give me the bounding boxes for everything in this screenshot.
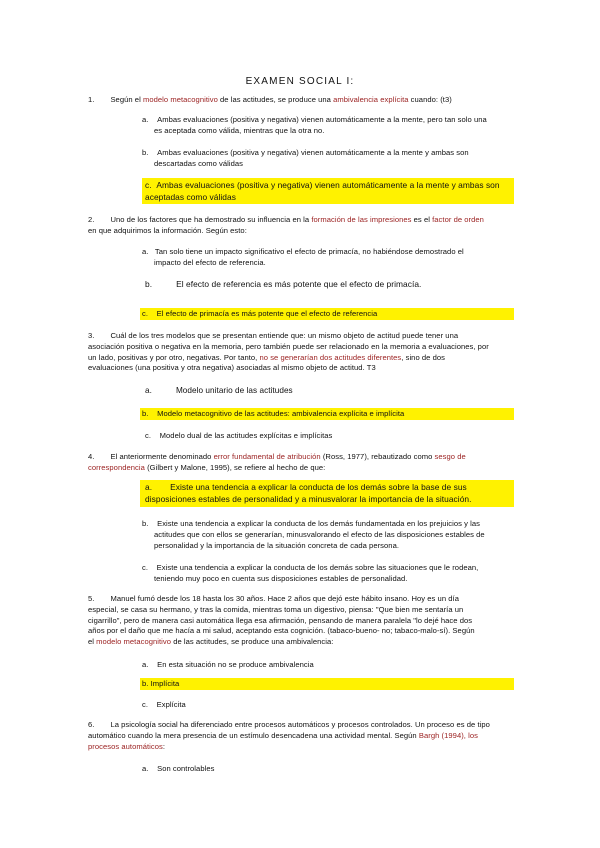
option-text: Ambas evaluaciones (positiva y negativa) vienen automáticamente a la mente, pero tan solo una: [157, 115, 487, 124]
question-text: evaluaciones (una positiva y otra negativa) asociadas al mismo objeto de actitud. T3: [88, 363, 376, 373]
question-text: en que adquirimos la información. Según esto:: [88, 225, 247, 235]
question-1: [88, 95, 452, 106]
q3-option-b-correct[interactable]: [142, 409, 404, 420]
option-text: Modelo metacognitivo de las actitudes: ambivalencia explícita e implícita: [157, 409, 405, 418]
option-label: a.: [145, 386, 152, 395]
option-text: Modelo unitario de las actitudes: [175, 386, 293, 395]
question-6: [88, 720, 490, 752]
question-text: años por el daño que me hacía a mi salud, aceptando esta cognición. (tabaco-bueno- no; tabaco-malo-sí). Según: [88, 626, 475, 636]
question-text: especial, se casa su hermano, y tras la comida, mientras toma un digestivo, piensa: "Que bien me sentaría un: [88, 604, 464, 614]
option-text: En esta situación no se produce ambivalencia: [157, 660, 314, 669]
question-text: (Ross, 1977), rebautizado como: [320, 452, 435, 461]
option-text: Existe una tendencia a explicar la conducta de los demás fundamentada en los prejuicios y las: [157, 519, 481, 528]
question-text: La psicología social ha diferenciado entre procesos automáticos y procesos controlados. Un proceso es de tipo: [110, 720, 490, 729]
question-number: 1.: [88, 95, 95, 104]
option-label: b.: [145, 279, 153, 289]
option-text: actitudes que con ellos se generarían, minusvalorando el efecto de las disposiciones estables de: [154, 529, 485, 539]
option-text: es aceptada como válida, mientras que la otra no.: [154, 125, 325, 135]
question-text: es el: [411, 215, 433, 224]
question-text: El anteriormente denominado: [110, 452, 214, 461]
option-text: El efecto de referencia es más potente que el efecto de primacía.: [176, 279, 422, 289]
question-text: Cuál de los tres modelos que se presentan entiende que: un mismo objeto de actitud puede tener una: [110, 331, 459, 340]
question-keyword: procesos automáticos: [88, 741, 163, 751]
question-keyword: error fundamental de atribución: [213, 452, 321, 461]
q2-option-a[interactable]: [142, 247, 464, 269]
option-text: Existe una tendencia a explicar la conducta de los demás sobre la base de sus: [170, 482, 467, 492]
option-text: personalidad y la importancia de la situación concreta de cada persona.: [154, 540, 400, 550]
option-text: Ambas evaluaciones (positiva y negativa) vienen automáticamente a la mente y ambas son: [156, 180, 500, 190]
question-5: [88, 594, 475, 648]
question-keyword: factor de orden: [432, 215, 484, 224]
question-keyword: sesgo de: [434, 452, 466, 461]
question-text: cigarrillo", pero de manera casi automática llega esa afirmación, pensando de manera paralela "lo dejé hace dos: [88, 615, 473, 625]
question-4: [88, 452, 466, 474]
option-label: b.: [142, 148, 149, 157]
q4-option-c[interactable]: [142, 563, 478, 585]
question-text: (Gilbert y Malone, 1995), se refiere al hecho de que:: [144, 462, 326, 472]
q6-option-a[interactable]: [142, 764, 214, 775]
q1-option-a[interactable]: [142, 115, 487, 137]
question-number: 4.: [88, 452, 95, 461]
question-keyword: modelo metacognitivo: [96, 637, 172, 647]
option-text: Modelo dual de las actitudes explícitas e implícitas: [159, 431, 333, 440]
page-title: EXAMEN SOCIAL I:: [245, 76, 355, 87]
q2-option-b[interactable]: [145, 279, 421, 290]
q5-option-c[interactable]: [142, 700, 186, 711]
option-label: c.: [142, 309, 149, 318]
question-number: 6.: [88, 720, 95, 729]
question-text: Manuel fumó desde los 18 hasta los 30 años. Hace 2 años que dejó este hábito insano. Hoy es un día: [110, 594, 459, 603]
option-text: Explícita: [156, 700, 186, 709]
option-label: a.: [142, 247, 149, 256]
question-keyword: formación de las impresiones: [311, 215, 412, 224]
question-keyword: modelo metacognitivo: [142, 95, 218, 104]
option-label: b.: [142, 409, 149, 418]
q2-option-c-correct[interactable]: [142, 309, 377, 320]
option-text: Ambas evaluaciones (positiva y negativa) vienen automáticamente a la mente y ambas son: [157, 148, 469, 157]
option-text: Implícita: [150, 679, 180, 688]
option-text: teniendo muy poco en cuenta sus disposiciones estables de personalidad.: [154, 573, 408, 583]
option-text: impacto del efecto de referencia.: [154, 257, 266, 267]
option-text: El efecto de primacía es más potente que el efecto de referencia: [156, 309, 378, 318]
option-label: c.: [142, 700, 149, 709]
question-text: Según el: [110, 95, 143, 104]
question-keyword: ambivalencia explícita: [333, 95, 409, 104]
option-text: disposiciones estables de personalidad y a minusvalorar la importancia de la situación.: [145, 493, 472, 504]
option-label: c.: [145, 180, 152, 190]
question-keyword: no se generarían dos actitudes diferentes: [259, 352, 402, 362]
question-text: de las actitudes, se produce una ambivalencia:: [171, 637, 334, 647]
q4-option-a-correct[interactable]: [145, 482, 472, 505]
question-text: asociación positiva o negativa en la memoria, pero también puede ser relacionado en la memoria a evaluaciones, por: [88, 341, 489, 351]
q5-option-a[interactable]: [142, 660, 314, 671]
q1-option-c-correct[interactable]: [145, 180, 500, 203]
question-2: [88, 215, 484, 237]
option-text: Son controlables: [157, 764, 215, 773]
question-text: cuando: (t3): [408, 95, 452, 104]
q3-option-c[interactable]: [145, 431, 332, 442]
question-text: de las actitudes, se produce una: [217, 95, 334, 104]
option-text: Existe una tendencia a explicar la conducta de los demás sobre las situaciones que le rodean,: [156, 563, 479, 572]
question-number: 5.: [88, 594, 95, 603]
option-text: Tan solo tiene un impacto significativo el efecto de primacía, no habiéndose demostrado el: [154, 247, 464, 256]
q4-option-b[interactable]: [142, 519, 485, 551]
option-label: c.: [142, 563, 149, 572]
question-3: [88, 331, 489, 374]
option-label: b.: [142, 519, 149, 528]
question-number: 2.: [88, 215, 95, 224]
option-label: a.: [145, 482, 153, 492]
question-text: un lado, positivas y por otro, negativas. Por tanto,: [88, 352, 260, 362]
question-keyword: Bargh (1994), los: [418, 730, 478, 740]
option-text: descartadas como válidas: [154, 158, 243, 168]
option-label: c.: [145, 431, 152, 440]
q3-option-a[interactable]: [145, 386, 293, 397]
question-keyword: correspondencia: [88, 462, 145, 472]
q5-option-b-correct[interactable]: [142, 679, 179, 690]
question-text: , sino de dos: [401, 352, 445, 362]
highlight: [140, 678, 514, 690]
question-text: :: [162, 741, 166, 751]
question-text: el: [88, 637, 97, 647]
option-label: a.: [142, 115, 149, 124]
question-text: Uno de los factores que ha demostrado su influencia en la: [110, 215, 312, 224]
option-text: aceptadas como válidas: [145, 191, 236, 202]
q1-option-b[interactable]: [142, 148, 469, 170]
question-text: automático cuando la mera presencia de un estímulo desencadena una actividad mental. Según: [88, 730, 419, 740]
question-number: 3.: [88, 331, 95, 340]
option-label: a.: [142, 764, 149, 773]
option-label: a.: [142, 660, 149, 669]
option-label: b.: [142, 679, 149, 688]
